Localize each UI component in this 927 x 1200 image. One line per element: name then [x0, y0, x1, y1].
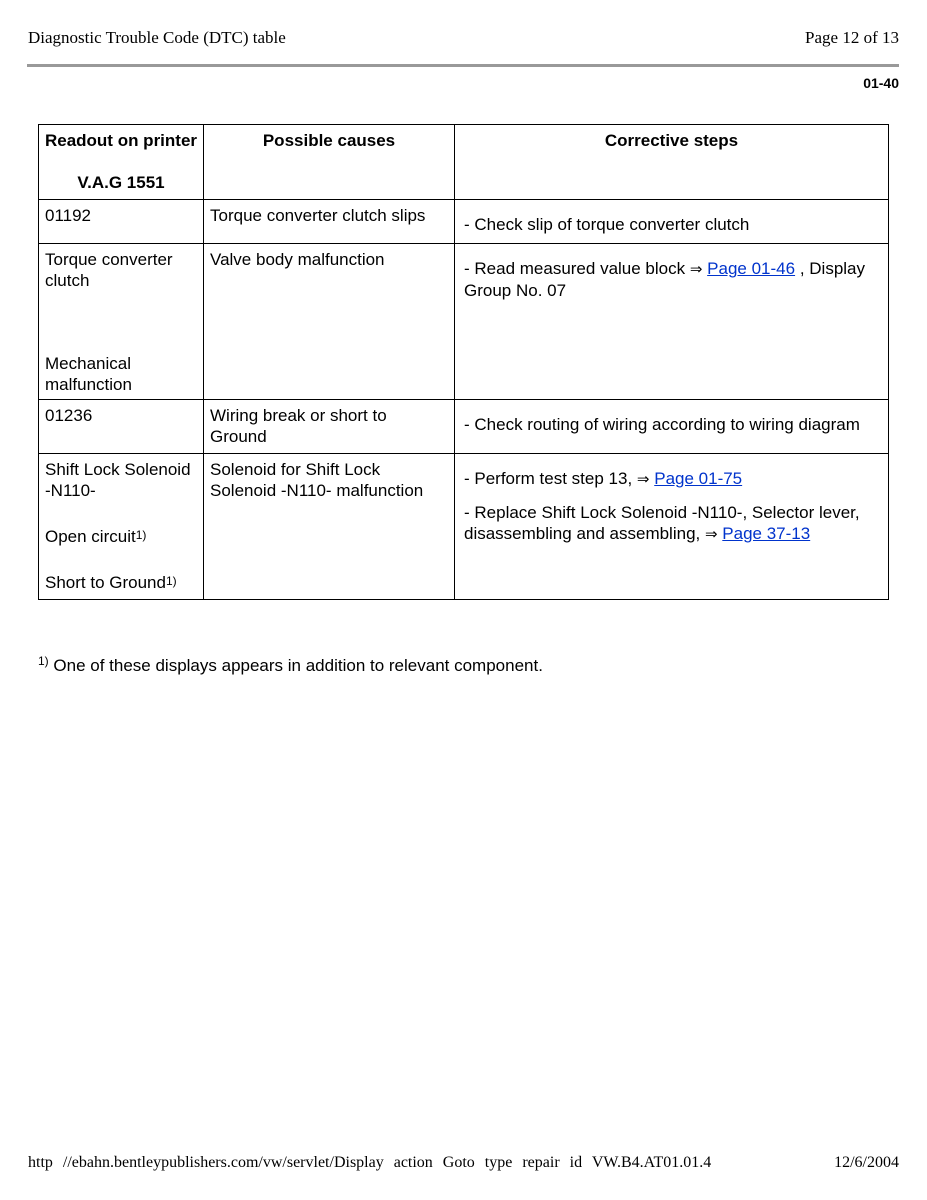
readout-component: Torque converter clutch: [45, 250, 173, 290]
step-item: - Replace Shift Lock Solenoid -N110-, Selector lever, disassembling and assembling, ⇒ Page 37-13: [464, 503, 860, 543]
step-cell: [455, 454, 888, 551]
readout-cell: [39, 454, 203, 599]
page-link[interactable]: Page 37-13: [722, 524, 811, 543]
readout-cell: 01192: [45, 206, 92, 225]
double-right-arrow-icon: ⇒: [704, 525, 718, 543]
header-readout-label: Readout on printer: [44, 131, 198, 150]
double-right-arrow-icon: ⇒: [689, 260, 703, 278]
readout-cell: 01236: [45, 406, 93, 425]
step-cell: - Check slip of torque converter clutch: [464, 215, 750, 234]
step-item: - Perform test step 13, ⇒ Page 01-75: [464, 469, 743, 488]
header-steps: Corrective steps: [455, 125, 889, 200]
step-cell: - Read measured value block ⇒ Page 01-46 , Display Group No. 07: [464, 259, 865, 300]
footnote-mark: 1): [38, 654, 49, 668]
table-row: [39, 454, 889, 600]
header-readout: [39, 125, 204, 200]
readout-component: Shift Lock Solenoid -N110-: [45, 460, 191, 500]
page-number: Page 12 of 13: [805, 28, 899, 47]
double-right-arrow-icon: ⇒: [636, 470, 650, 488]
section-page-ref: 01-40: [863, 75, 899, 91]
footnote: [38, 656, 543, 676]
cause-cell: Solenoid for Shift Lock Solenoid -N110- malfunction: [210, 460, 424, 500]
table-row: [39, 400, 889, 454]
footnote-text: One of these displays appears in addition to relevant component.: [53, 656, 543, 675]
document-title: Diagnostic Trouble Code (DTC) table: [28, 28, 286, 47]
page-link[interactable]: Page 01-75: [654, 469, 743, 488]
header-causes: Possible causes: [204, 125, 455, 200]
page-link[interactable]: Page 01-46: [707, 259, 796, 278]
header-readout-tester: V.A.G 1551: [77, 173, 165, 192]
readout-fault: Mechanical malfunction: [45, 354, 132, 394]
dtc-table: [38, 124, 889, 600]
cause-cell: Wiring break or short to Ground: [210, 406, 387, 446]
readout-fault: Short to Ground$^{1)}$: [45, 573, 177, 592]
readout-cell: [39, 244, 203, 399]
header-divider: [27, 64, 899, 67]
table-row: [39, 244, 889, 400]
source-url: http //ebahn.bentleypublishers.com/vw/servlet/Display action Goto type repair id VW.B4.AT01.01.4: [28, 1154, 712, 1171]
readout-fault: Open circuit$^{1)}$: [45, 527, 147, 546]
table-header-row: [39, 125, 889, 200]
cause-cell: Torque converter clutch slips: [210, 206, 426, 225]
table-row: [39, 200, 889, 244]
cause-cell: Valve body malfunction: [210, 250, 385, 269]
print-date: 12/6/2004: [834, 1154, 899, 1171]
step-cell: - Check routing of wiring according to wiring diagram: [464, 415, 860, 434]
